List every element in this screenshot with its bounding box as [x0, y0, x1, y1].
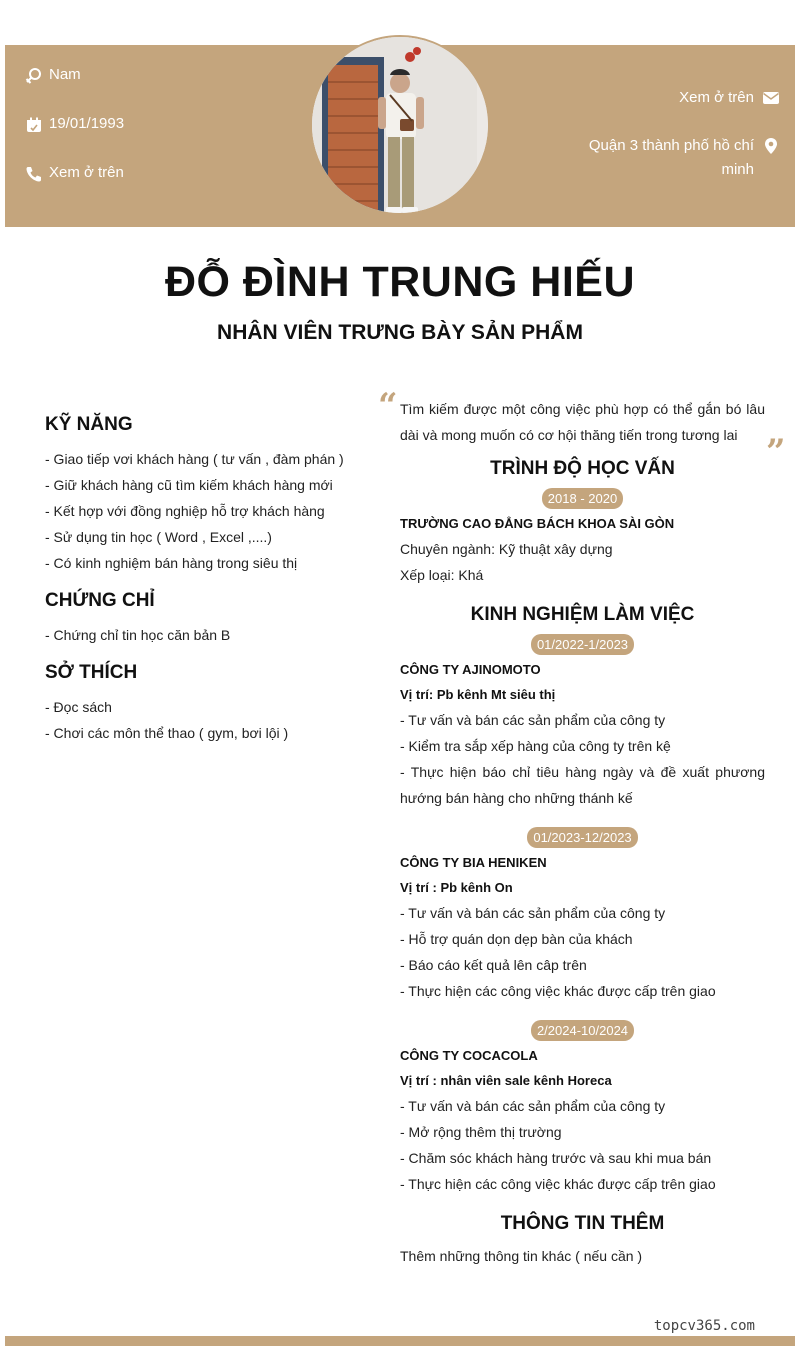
phone-row [25, 164, 124, 213]
address-text: Quận 3 thành phố hồ chí minh [588, 137, 754, 178]
contact-right [564, 86, 780, 206]
hobby-item: - Đọc sách [45, 699, 112, 715]
birthdate-text: 19/01/1993 [49, 115, 125, 132]
job-period-badge: 01/2023-12/2023 [527, 827, 637, 848]
email-text: Xem ở trên [679, 89, 754, 106]
left-column [45, 414, 355, 760]
skill-item: - Giao tiếp vơi khách hàng ( tư vấn , đàm phán ) [45, 451, 344, 467]
job-duty: - Chăm sóc khách hàng trước và sau khi mua bán [400, 1150, 712, 1166]
right-column [400, 396, 765, 1269]
job-company: CÔNG TY BIA HENIKEN [400, 855, 547, 870]
gender-row [25, 66, 124, 115]
footer-band [5, 1336, 795, 1346]
certificate-item: - Chứng chỉ tin học căn bản B [45, 627, 231, 643]
hobbies-heading: SỞ THÍCH [45, 662, 138, 683]
education-heading: TRÌNH ĐỘ HỌC VẤN [490, 458, 675, 479]
email-row [564, 86, 780, 110]
job-duty: - Mở rộng thêm thị trường [400, 1124, 562, 1140]
job-duty: - Báo cáo kết quả lên câp trên [400, 957, 587, 973]
job-duty: - Thực hiện các công việc khác được cấp trên giao [400, 983, 716, 999]
job-position: Vị trí: Pb kênh Mt siêu thị [400, 687, 556, 702]
address-row [564, 134, 780, 182]
education-grade: Xếp loại: Khá [400, 567, 484, 583]
calendar-icon [25, 116, 43, 134]
phone-text: Xem ở trên [49, 164, 124, 181]
location-pin-icon [762, 137, 780, 155]
quote-open-icon: “ [378, 386, 398, 426]
profile-photo-icon [312, 37, 490, 215]
job-period-badge: 2/2024-10/2024 [531, 1020, 634, 1041]
certificates-heading: CHỨNG CHỈ [45, 590, 155, 611]
job-period-badge: 01/2022-1/2023 [531, 634, 634, 655]
hobby-item: - Chơi các môn thể thao ( gym, bơi lội ) [45, 725, 289, 741]
job-entry [400, 1020, 765, 1197]
education-section [400, 458, 765, 588]
education-period-badge: 2018 - 2020 [542, 488, 623, 509]
avatar [310, 35, 490, 215]
job-duty: - Hỗ trợ quán dọn dẹp bàn của khách [400, 931, 633, 947]
skill-item: - Sử dụng tin học ( Word , Excel ,....) [45, 529, 272, 545]
additional-text: Thêm những thông tin khác ( nếu cần ) [400, 1248, 643, 1264]
watermark: topcv365.com [653, 1318, 755, 1334]
skill-item: - Kết hợp với đồng nghiệp hỗ trợ khách hàng [45, 503, 325, 519]
additional-section [400, 1213, 765, 1269]
school-name: TRƯỜNG CAO ĐẲNG BÁCH KHOA SÀI GÒN [400, 516, 675, 531]
job-duty: - Thực hiện báo chỉ tiêu hàng ngày và đề xuất phương hướng bán hàng cho những thánh kế [400, 764, 765, 806]
job-duty: - Thực hiện các công việc khác được cấp trên giao [400, 1176, 716, 1192]
job-company: CÔNG TY AJINOMOTO [400, 662, 541, 677]
career-objective: Tìm kiếm được một công việc phù hợp có thể gắn bó lâu dài và mong muốn có cơ hội thăng tiến trong tương lai [400, 401, 765, 443]
quote-close-icon: ” [766, 432, 786, 472]
job-entry [400, 827, 765, 1004]
envelope-icon [762, 89, 780, 107]
skill-item: - Có kinh nghiệm bán hàng trong siêu thị [45, 555, 298, 571]
experience-heading: KINH NGHIỆM LÀM VIỆC [470, 604, 695, 625]
job-company: CÔNG TY COCACOLA [400, 1048, 538, 1063]
job-entry [400, 634, 765, 811]
skills-heading: KỸ NĂNG [45, 414, 133, 435]
education-major: Chuyên ngành: Kỹ thuật xây dựng [400, 541, 613, 557]
birthdate-row [25, 115, 124, 164]
gender-icon [25, 67, 43, 85]
experience-section [400, 604, 765, 1197]
hobbies-section [45, 662, 355, 746]
certificates-section [45, 590, 355, 648]
candidate-name: ĐỖ ĐÌNH TRUNG HIẾU [164, 258, 636, 306]
phone-icon [25, 165, 43, 183]
job-duty: - Tư vấn và bán các sản phẩm của công ty [400, 1098, 666, 1114]
job-position: Vị trí : Pb kênh On [400, 880, 513, 895]
gender-text: Nam [49, 66, 81, 83]
job-position: Vị trí : nhân viên sale kênh Horeca [400, 1073, 612, 1088]
job-duty: - Tư vấn và bán các sản phẩm của công ty [400, 905, 666, 921]
additional-heading: THÔNG TIN THÊM [500, 1213, 665, 1234]
candidate-title: NHÂN VIÊN TRƯNG BÀY SẢN PHẨM [217, 321, 583, 344]
job-duty: - Tư vấn và bán các sản phẩm của công ty [400, 712, 666, 728]
contact-left [25, 66, 124, 213]
skills-section [45, 414, 355, 576]
job-duty: - Kiểm tra sắp xếp hàng của công ty trên kệ [400, 738, 671, 754]
skill-item: - Giữ khách hàng cũ tìm kiếm khách hàng mới [45, 477, 333, 493]
